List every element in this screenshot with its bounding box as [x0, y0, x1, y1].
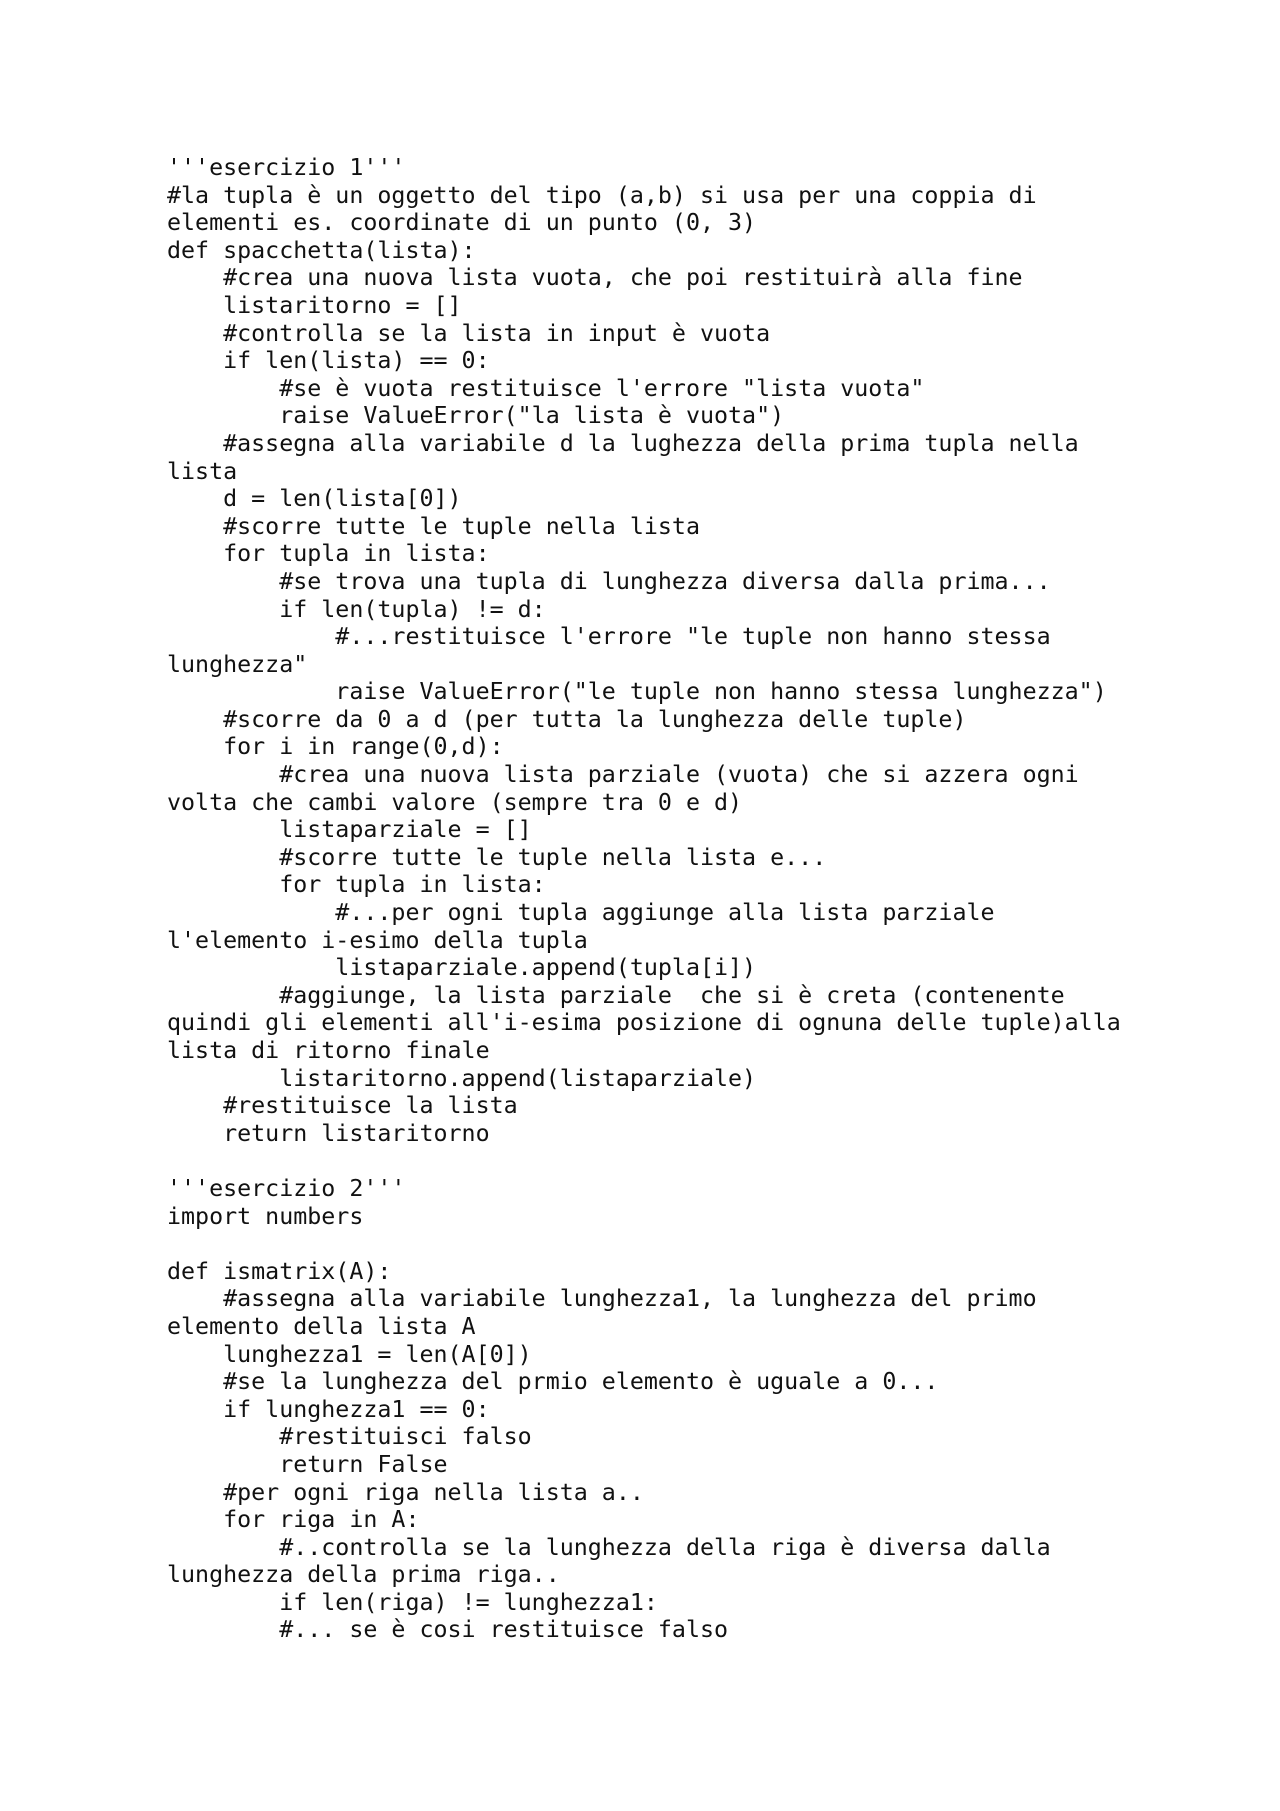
code-line: lista	[167, 457, 238, 485]
code-line: def spacchetta(lista):	[167, 236, 476, 264]
code-line: #per ogni riga nella lista a..	[167, 1478, 644, 1506]
code-line: listaparziale.append(tupla[i])	[167, 954, 757, 982]
code-line: #crea una nuova lista parziale (vuota) che si azzera ogni	[167, 761, 1079, 789]
code-listing	[167, 154, 1227, 1644]
code-line: lunghezza1 = len(A[0])	[167, 1340, 532, 1368]
code-line: elemento della lista A	[167, 1312, 476, 1340]
code-line: for tupla in lista:	[167, 540, 490, 568]
code-line: #assegna alla variabile lunghezza1, la lunghezza del primo	[167, 1285, 1037, 1313]
code-line	[167, 1230, 1227, 1258]
code-line: #se trova una tupla di lunghezza diversa dalla prima...	[167, 567, 1051, 595]
code-line	[167, 1147, 1227, 1175]
code-line: #scorre tutte le tuple nella lista e...	[167, 843, 827, 871]
code-line: import numbers	[167, 1202, 364, 1230]
code-line: lista di ritorno finale	[167, 1037, 490, 1064]
code-line: for tupla in lista:	[167, 871, 546, 899]
code-line: volta che cambi valore (sempre tra 0 e d)	[167, 788, 743, 816]
code-line: listaparziale = []	[167, 816, 532, 844]
code-line: def ismatrix(A):	[167, 1257, 392, 1285]
code-line: #se la lunghezza del prmio elemento è uguale a 0...	[167, 1368, 939, 1396]
code-line: #...per ogni tupla aggiunge alla lista parziale	[167, 899, 995, 927]
code-line: for i in range(0,d):	[167, 733, 504, 761]
code-line: #restituisci falso	[167, 1423, 532, 1451]
code-line: #restituisce la lista	[167, 1092, 518, 1120]
code-line: if lunghezza1 == 0:	[167, 1395, 490, 1423]
code-line: #...restituisce l'errore "le tuple non hanno stessa	[167, 623, 1051, 651]
code-line: raise ValueError("le tuple non hanno stessa lunghezza")	[167, 678, 1107, 706]
code-line: #assegna alla variabile d la lughezza della prima tupla nella	[167, 429, 1079, 457]
code-line: #scorre tutte le tuple nella lista	[167, 512, 700, 540]
code-line: #la tupla è un oggetto del tipo (a,b) si usa per una coppia di	[167, 181, 1037, 209]
code-line: #crea una nuova lista vuota, che poi restituirà alla fine	[167, 264, 1023, 292]
code-line: listaritorno = []	[167, 291, 462, 319]
code-line: elementi es. coordinate di un punto (0, 3)	[167, 209, 757, 237]
code-line: '''esercizio 1'''	[167, 154, 406, 181]
code-line: lunghezza della prima riga..	[167, 1561, 560, 1589]
code-line: if len(tupla) != d:	[167, 595, 546, 623]
code-line: listaritorno.append(listaparziale)	[167, 1064, 757, 1092]
code-line: raise ValueError("la lista è vuota")	[167, 402, 785, 430]
code-line: quindi gli elementi all'i-esima posizione di ognuna delle tuple)alla	[167, 1009, 1121, 1037]
code-line: lunghezza"	[167, 650, 308, 678]
code-line: #..controlla se la lunghezza della riga è diversa dalla	[167, 1533, 1051, 1561]
code-line: return listaritorno	[167, 1119, 490, 1147]
code-line: #scorre da 0 a d (per tutta la lunghezza delle tuple)	[167, 705, 967, 733]
code-line: d = len(lista[0])	[167, 485, 462, 513]
code-line: if len(riga) != lunghezza1:	[167, 1588, 658, 1616]
code-line: l'elemento i-esimo della tupla	[167, 926, 588, 954]
code-line: return False	[167, 1450, 448, 1478]
code-line: #controlla se la lista in input è vuota	[167, 319, 771, 347]
code-line: #aggiunge, la lista parziale che si è creta (contenente	[167, 981, 1065, 1009]
code-line: #... se è cosi restituisce falso	[167, 1616, 729, 1644]
code-line: for riga in A:	[167, 1506, 420, 1534]
code-line: if len(lista) == 0:	[167, 347, 490, 375]
code-line: '''esercizio 2'''	[167, 1174, 406, 1202]
code-line: #se è vuota restituisce l'errore "lista vuota"	[167, 374, 925, 402]
